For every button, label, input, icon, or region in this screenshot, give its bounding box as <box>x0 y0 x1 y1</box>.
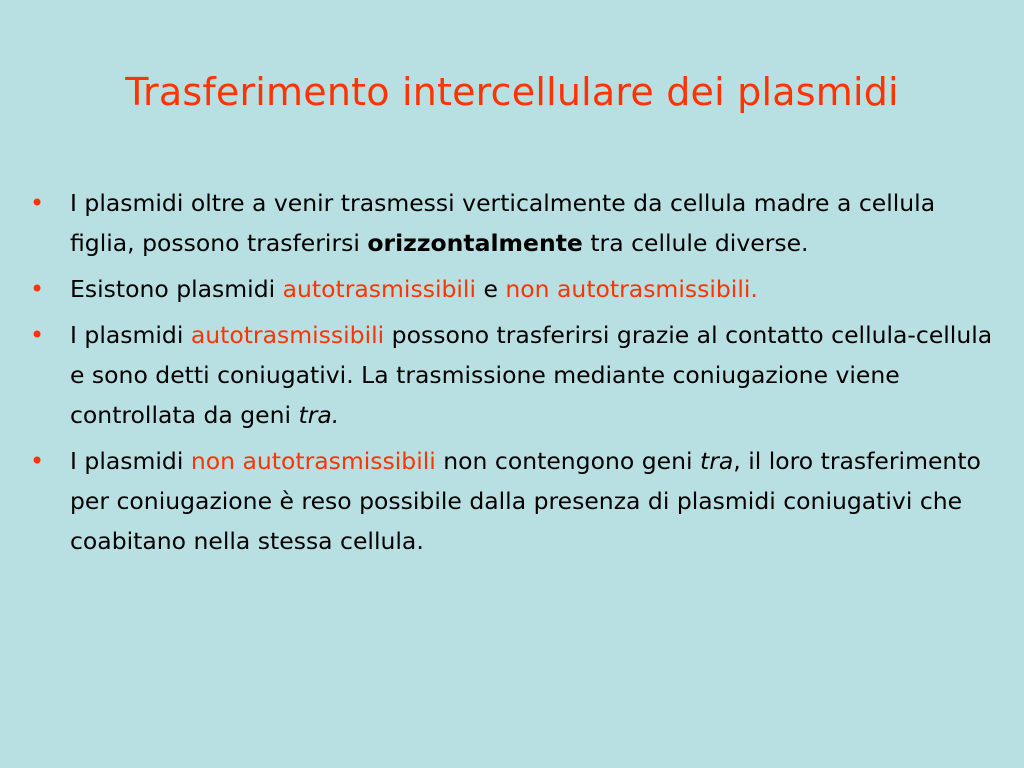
highlight-red: non autotrasmissibili. <box>505 275 758 303</box>
bullet-icon: • <box>30 321 45 349</box>
highlight-red: autotrasmissibili <box>282 275 476 303</box>
bullet-text <box>70 321 992 429</box>
text-segment: Esistono plasmidi <box>70 275 283 303</box>
text-segment: , il loro trasferimento per coniugazione è reso possibile dalla presenza di plasmidi coniugativi che coabitano nella stessa cellula. <box>70 447 981 555</box>
bullet-list <box>30 183 1000 567</box>
bullet-text <box>70 447 981 555</box>
bullet-item-1 <box>30 183 1000 263</box>
text-segment: e <box>475 275 506 303</box>
bullet-item-4 <box>30 441 1000 561</box>
text-segment: I plasmidi oltre a venir trasmessi verticalmente da cellula madre a cellula figlia, possono trasferirsi <box>70 189 936 257</box>
highlight-red: non autotrasmissibili <box>190 447 436 475</box>
bullet-text <box>70 275 758 303</box>
text-segment: I plasmidi <box>70 321 191 349</box>
bullet-icon: • <box>30 275 45 303</box>
slide-title: Trasferimento intercellulare dei plasmidi <box>125 70 899 114</box>
emphasis-italic: tra <box>699 447 734 475</box>
emphasis-italic: tra. <box>298 401 340 429</box>
text-segment: possono trasferirsi grazie al contatto cellula-cellula e sono detti coniugativi. La trasmissione mediante coniugazione viene controllata da geni <box>70 321 993 429</box>
text-segment: I plasmidi <box>70 447 191 475</box>
bullet-item-3 <box>30 315 1000 435</box>
bullet-icon: • <box>30 447 45 475</box>
bullet-icon: • <box>30 189 45 217</box>
bullet-item-2 <box>30 269 1000 309</box>
text-segment: tra cellule diverse. <box>582 229 809 257</box>
emphasis-bold: orizzontalmente <box>367 229 583 257</box>
text-segment: non contengono geni <box>435 447 700 475</box>
highlight-red: autotrasmissibili <box>190 321 385 349</box>
bullet-text <box>70 189 935 257</box>
